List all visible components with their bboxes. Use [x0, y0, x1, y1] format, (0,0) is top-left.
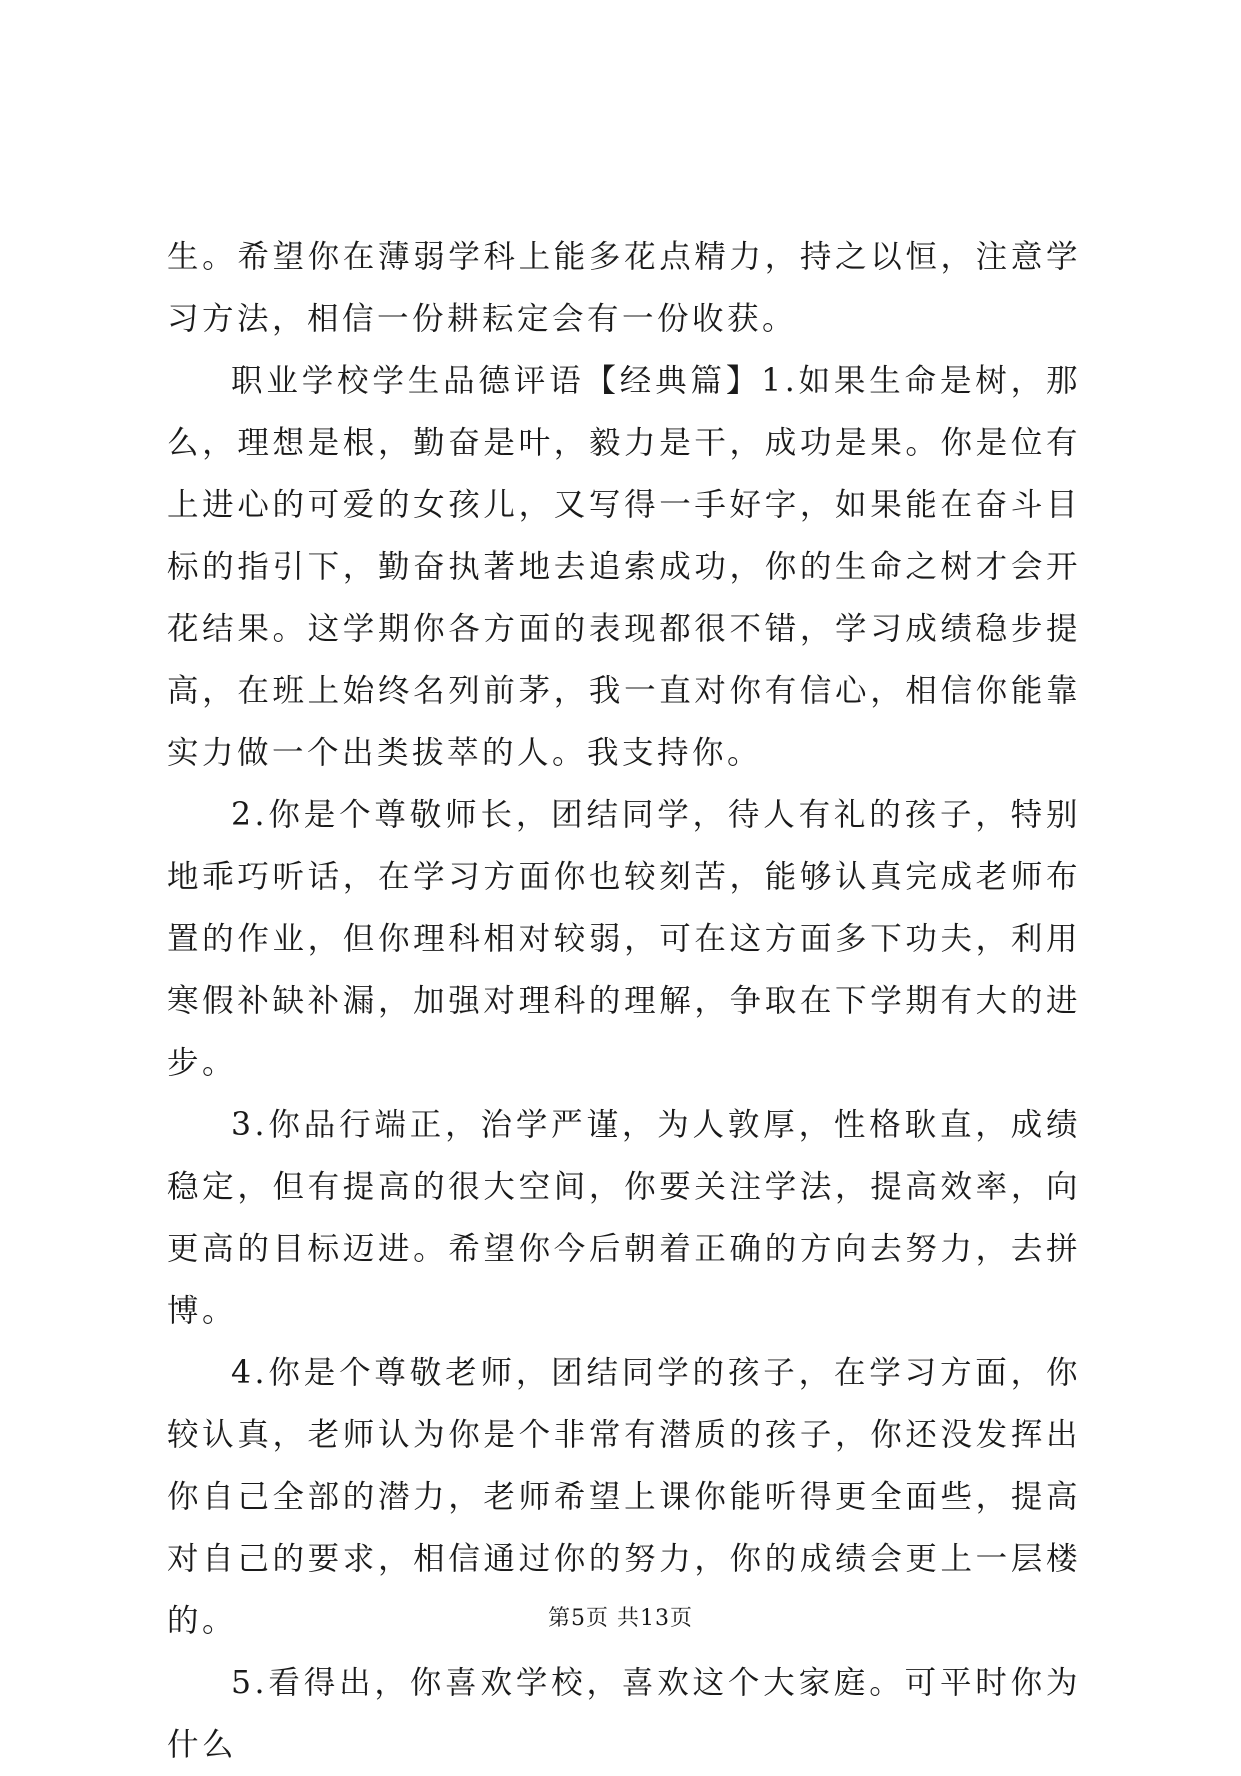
- paragraph-item-5: 5.看得出，你喜欢学校，喜欢这个大家庭。可平时你为什么: [167, 1665, 1081, 1763]
- paragraph-item-4: 4.你是个尊敬老师，团结同学的孩子，在学习方面，你较认真，老师认为你是个非常有潜质的孩子，你还没发挥出你自己全部的潜力，老师希望上课你能听得更全面些，提高对自己的要求，相信通过你的努力，你的成绩会更上一层楼的。: [167, 1355, 1081, 1639]
- page-footer: 第5页 共13页: [548, 1606, 693, 1631]
- paragraph-classic-intro-item-1: 职业学校学生品德评语【经典篇】1.如果生命是树，那么，理想是根，勤奋是叶，毅力是干，成功是果。你是位有上进心的可爱的女孩儿，又写得一手好字，如果能在奋斗目标的指引下，勤奋执著地去追索成功，你的生命之树才会开花结果。这学期你各方面的表现都很不错，学习成绩稳步提高，在班上始终名列前茅，我一直对你有信心，相信你能靠实力做一个出类拔萃的人。我支持你。: [167, 363, 1081, 771]
- paragraph-item-3: 3.你品行端正，治学严谨，为人敦厚，性格耿直，成绩稳定，但有提高的很大空间，你要关注学法，提高效率，向更高的目标迈进。希望你今后朝着正确的方向去努力，去拼博。: [167, 1107, 1081, 1329]
- paragraph-continuation: 生。希望你在薄弱学科上能多花点精力，持之以恒，注意学习方法，相信一份耕耘定会有一份收获。: [167, 239, 1081, 337]
- paragraph-item-2: 2.你是个尊敬师长，团结同学，待人有礼的孩子，特别地乖巧听话，在学习方面你也较刻苦，能够认真完成老师布置的作业，但你理科相对较弱，可在这方面多下功夫，利用寒假补缺补漏，加强对理科的理解，争取在下学期有大的进步。: [167, 797, 1081, 1081]
- document-body: [167, 226, 1081, 1776]
